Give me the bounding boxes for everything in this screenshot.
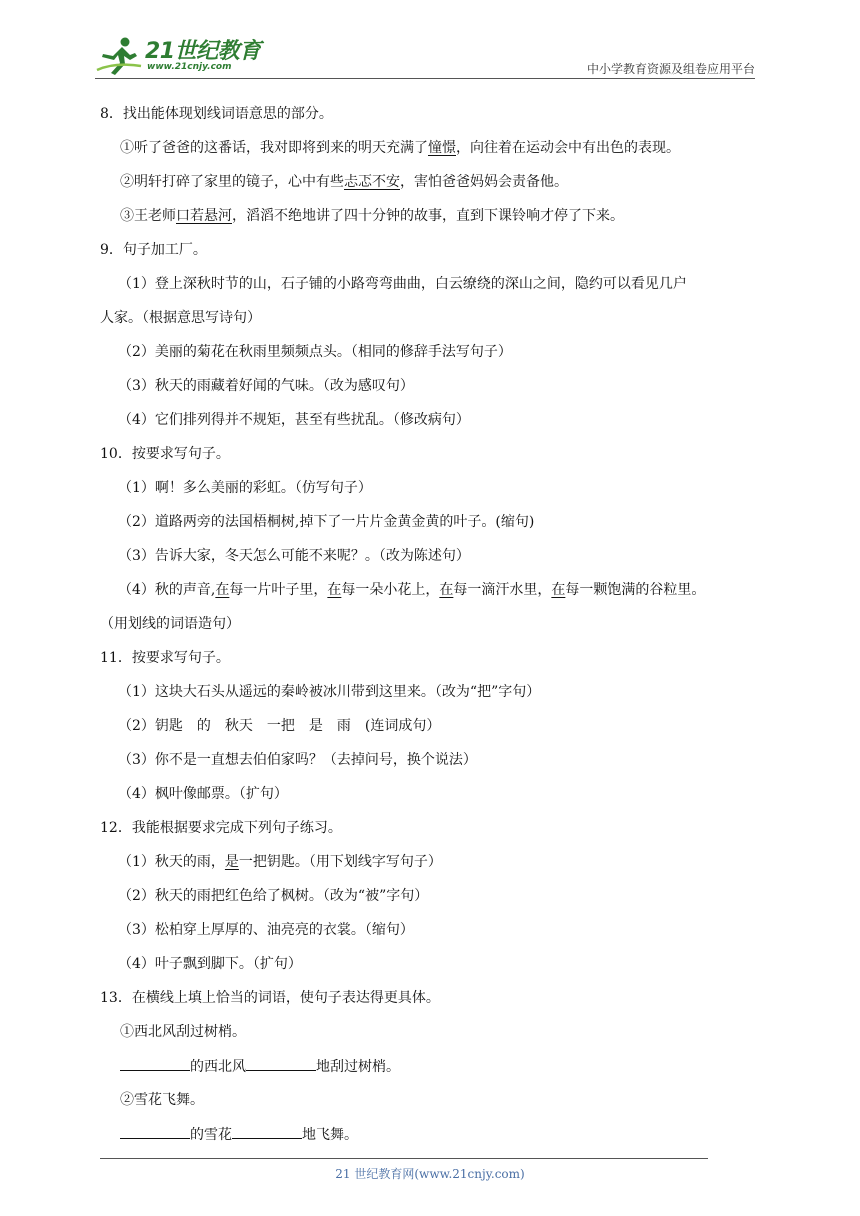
text: ，滔滔不绝地讲了四十分钟的故事，直到下课铃响才停了下来。 [232,208,624,224]
question-13-fill-2 [120,1124,358,1145]
question-12-item-4: （4）叶子飘到脚下。（扩句） [118,956,302,972]
question-11-item-2: （2）钥匙 的 秋天 一把 是 雨 (连词成句） [118,718,441,734]
question-10-title: 10．按要求写句子。 [100,446,230,462]
text: 的雪花 [190,1127,232,1143]
fill-blank[interactable] [246,1056,316,1071]
question-12-item-3: （3）松柏穿上厚厚的、油亮亮的衣裳。（缩句） [118,922,414,938]
text: （4）秋的声音, [118,582,216,598]
question-10-item-4-cont: （用划线的词语造句） [100,616,240,632]
text: 每一颗饱满的谷粒里。 [565,582,706,598]
logo-text: 21世纪教育 [145,39,261,64]
text: ，向往着在运动会中有出色的表现。 [456,140,680,156]
platform-title: 中小学教育资源及组卷应用平台 [586,62,755,76]
question-9-item-1: （1）登上深秋时节的山，石子铺的小路弯弯曲曲，白云缭绕的深山之间，隐约可以看见几户 [118,276,687,292]
question-8-item-1 [120,138,680,158]
question-12-title: 12．我能根据要求完成下列句子练习。 [100,820,342,836]
question-10-item-3: （3）告诉大家，冬天怎么可能不来呢？。（改为陈述句） [118,548,470,564]
underlined-word: 忐忑不安 [344,174,400,190]
question-13-fill-1 [120,1056,400,1077]
underlined-word: 在 [551,582,566,598]
underlined-word: 在 [215,582,230,598]
question-13-item-2: ②雪花飞舞。 [120,1092,204,1108]
header-divider [95,78,755,79]
text: 每一片叶子里， [229,582,328,598]
question-11-title: 11．按要求写句子。 [100,650,230,666]
underlined-word: 在 [327,582,342,598]
text: ，害怕爸爸妈妈会责备他。 [400,174,568,190]
question-9-item-4: （4）它们排列得并不规矩，甚至有些扰乱。（修改病句） [118,412,470,428]
question-11-item-3: （3）你不是一直想去伯伯家吗？（去掉问号，换个说法） [118,752,477,768]
underlined-word: 口若悬河 [176,208,232,224]
fill-blank[interactable] [120,1056,190,1071]
text: 一把钥匙。（用下划线字写句子） [238,854,442,870]
fill-blank[interactable] [232,1124,302,1139]
page-footer: 21 世纪教育网(www.21cnjy.com) [335,1167,525,1181]
text: 每一滴汗水里， [453,582,552,598]
text: ③王老师 [120,208,176,224]
question-10-item-1: （1）啊！多么美丽的彩虹。（仿写句子） [118,480,372,496]
question-10-item-2: （2）道路两旁的法国梧桐树,掉下了一片片金黄金黄的叶子。(缩句) [118,514,535,530]
text: （1）秋天的雨， [118,854,225,870]
underlined-word: 是 [224,854,239,870]
text: 每一朵小花上， [341,582,440,598]
logo-url: www.21cnjy.com [147,62,232,72]
underlined-word: 憧憬 [428,140,456,156]
underlined-word: 在 [439,582,454,598]
text: 地飞舞。 [302,1127,358,1143]
question-9-item-2: （2）美丽的菊花在秋雨里频频点头。（相同的修辞手法写句子） [118,344,512,360]
text: ②明轩打碎了家里的镜子，心中有些 [120,174,344,190]
question-8-item-3 [120,206,624,226]
text: 的西北风 [190,1059,246,1075]
logo [95,34,265,76]
question-12-item-2: （2）秋天的雨把红色给了枫树。（改为“被”字句） [118,888,429,904]
fill-blank[interactable] [120,1124,190,1139]
question-9-item-3: （3）秋天的雨藏着好闻的气味。（改为感叹句） [118,378,414,394]
question-12-item-1 [118,852,442,872]
question-9-item-1-cont: 人家。（根据意思写诗句） [100,310,261,326]
question-11-item-4: （4）枫叶像邮票。（扩句） [118,786,288,802]
question-13-title: 13．在横线上填上恰当的词语，使句子表达得更具体。 [100,990,440,1006]
question-8-item-2 [120,172,568,192]
footer-divider [100,1158,708,1159]
text: ①听了爸爸的这番话，我对即将到来的明天充满了 [120,140,428,156]
question-10-item-4 [118,580,705,600]
question-9-title: 9．句子加工厂。 [100,242,207,258]
question-8-title: 8．找出能体现划线词语意思的部分。 [100,106,333,122]
page-header [95,30,755,80]
text: 地刮过树梢。 [316,1059,400,1075]
question-13-item-1: ①西北风刮过树梢。 [120,1024,246,1040]
question-11-item-1: （1）这块大石头从遥远的秦岭被冰川带到这里来。（改为“把”字句） [118,684,541,700]
runner-logo-icon [95,36,143,76]
